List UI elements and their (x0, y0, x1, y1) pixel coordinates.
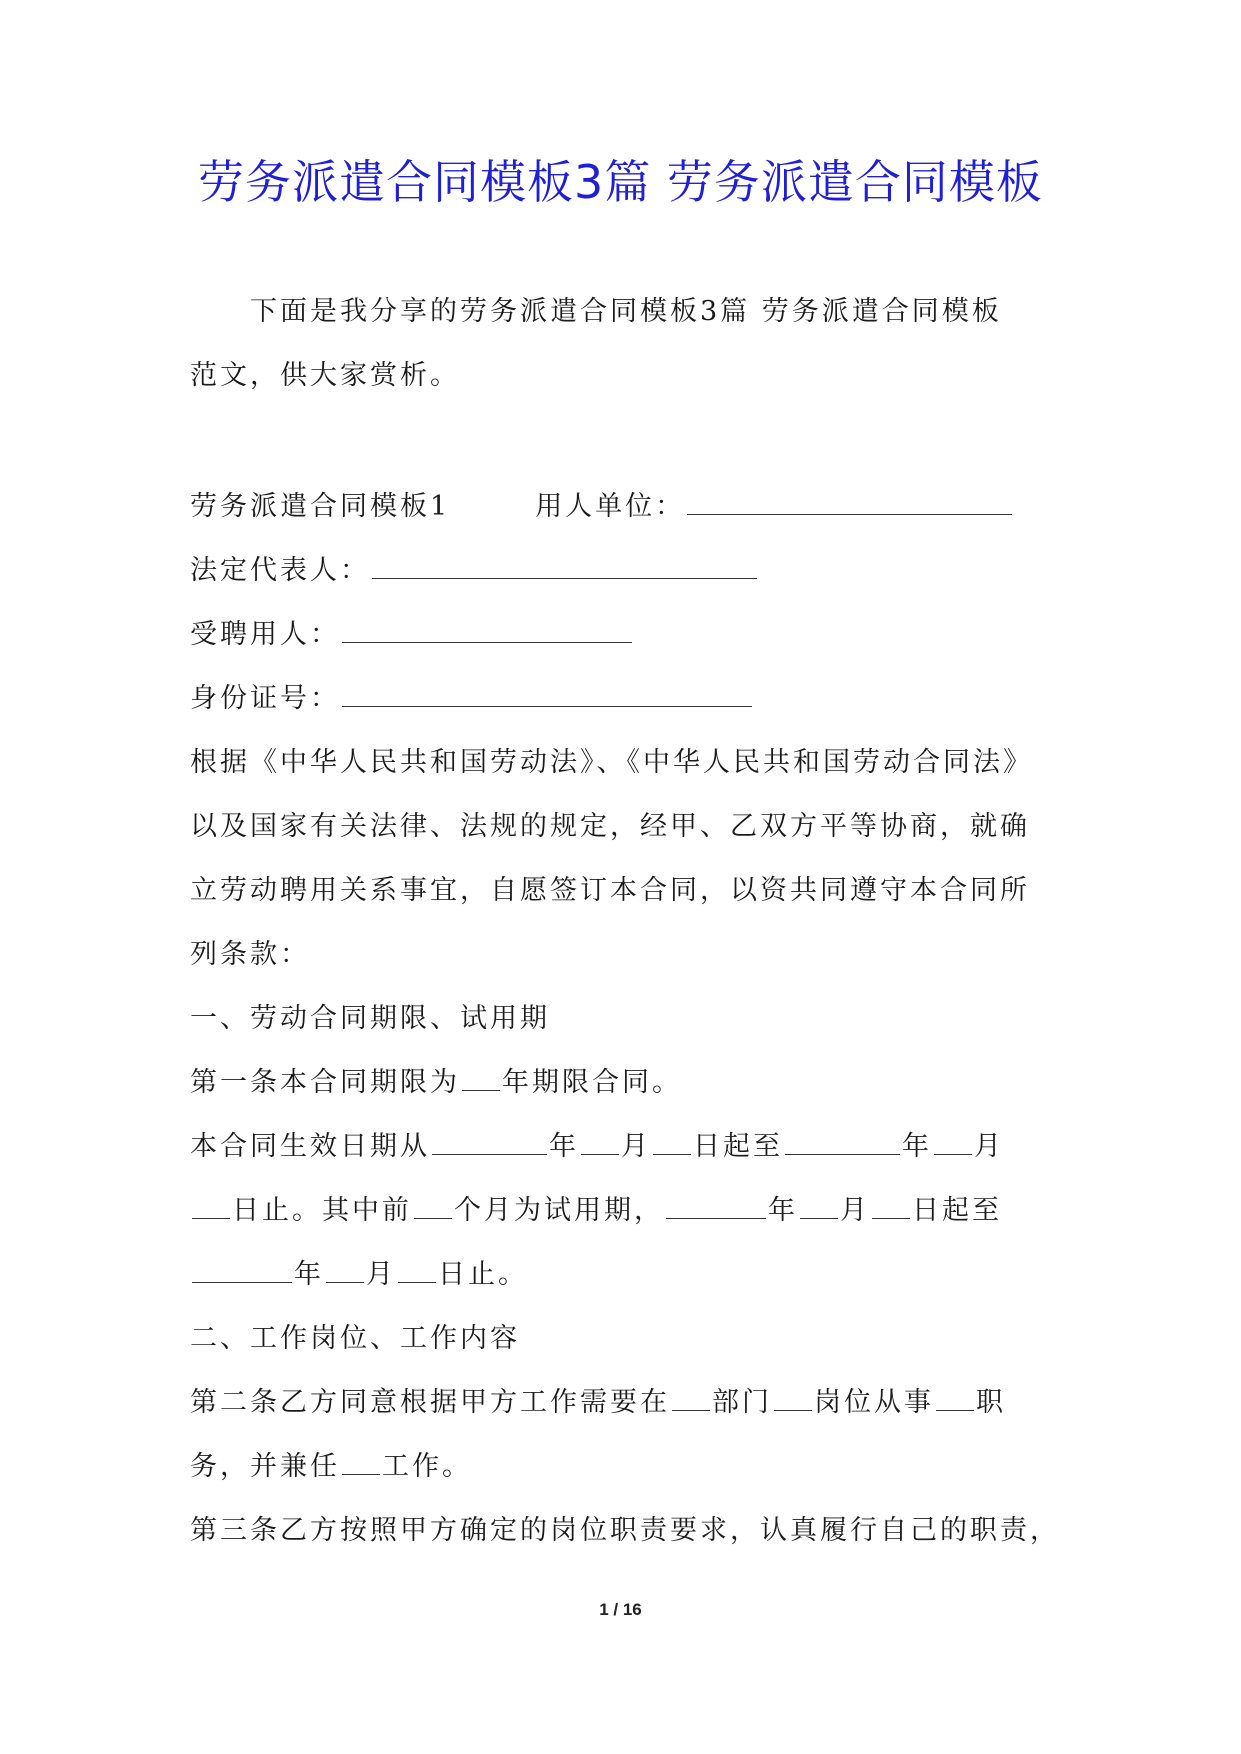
employee-line (190, 603, 1070, 667)
probation-end-year-blank (192, 1256, 292, 1283)
end-year-blank (785, 1128, 900, 1155)
position-blank (774, 1384, 812, 1411)
end-day-blank (192, 1192, 230, 1219)
department-blank (672, 1384, 710, 1411)
employer-blank (687, 488, 1012, 515)
section1-heading: 一、劳动合同期限、试用期 (190, 1003, 550, 1034)
article2-line-1: 第二条乙方同意根据甲方工作需要在 部门 岗位从事 职 (190, 1371, 1070, 1435)
id-label: 身份证号： (190, 683, 340, 714)
concurrent-work-blank (342, 1448, 380, 1475)
intro-paragraph (190, 280, 1070, 408)
article2-line-2: 务，并兼任 工作。 (190, 1435, 1070, 1499)
start-month-blank (581, 1128, 619, 1155)
term-line-3: 年 月 日止。 (190, 1243, 1070, 1307)
probation-end-day-blank (398, 1256, 436, 1283)
article3-line-1: 第三条乙方按照甲方确定的岗位职责要求，认真履行自己的职责， (190, 1515, 1060, 1546)
legal-rep-label: 法定代表人： (190, 555, 370, 586)
para1-line-2: 以及国家有关法律、法规的规定，经甲、乙双方平等协商，就确 (190, 811, 1030, 842)
start-year-blank (432, 1128, 547, 1155)
duty-blank (936, 1384, 974, 1411)
term-line-1: 本合同生效日期从 年 月 日起至 年 月 (190, 1115, 1070, 1179)
contract-body (190, 475, 1070, 1563)
contract-years-blank (462, 1064, 500, 1091)
legal-rep-line (190, 539, 1070, 603)
probation-start-day-blank (872, 1192, 910, 1219)
document-title: 劳务派遣合同模板3篇 劳务派遣合同模板 (198, 155, 1043, 209)
legal-rep-blank (372, 552, 757, 579)
section2-heading: 二、工作岗位、工作内容 (190, 1323, 520, 1354)
page-number: 1 / 16 (599, 1600, 642, 1619)
para1-line-1: 根据《中华人民共和国劳动法》、《中华人民共和国劳动合同法》 (190, 747, 1033, 778)
end-month-blank (934, 1128, 972, 1155)
start-day-blank (653, 1128, 691, 1155)
contract-heading-line (190, 475, 1070, 539)
intro-line-2: 范文，供大家赏析。 (190, 360, 460, 391)
employee-label: 受聘用人： (190, 619, 340, 650)
term-line-2: 日止。其中前 个月为试用期， 年 月 日起至 (190, 1179, 1070, 1243)
employee-blank (342, 616, 632, 643)
para1-line-4: 列条款： (190, 939, 310, 970)
employer-label: 用人单位： (535, 491, 686, 522)
contract-heading: 劳务派遣合同模板1 (190, 491, 451, 522)
probation-months-blank (414, 1192, 452, 1219)
para1-line-3: 立劳动聘用关系事宜，自愿签订本合同，以资共同遵守本合同所 (190, 875, 1030, 906)
probation-start-month-blank (800, 1192, 838, 1219)
probation-end-month-blank (326, 1256, 364, 1283)
id-blank (342, 680, 752, 707)
probation-start-year-blank (666, 1192, 766, 1219)
id-line (190, 667, 1070, 731)
intro-line-1: 下面是我分享的劳务派遣合同模板3篇 劳务派遣合同模板 (250, 296, 1002, 327)
article1-line: 第一条本合同期限为 年期限合同。 (190, 1051, 1070, 1115)
